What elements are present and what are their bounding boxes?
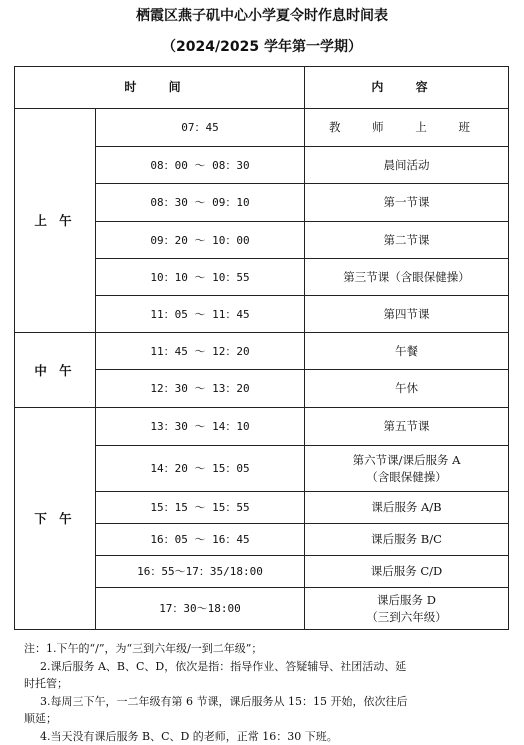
time-cell: 07：45 bbox=[96, 109, 305, 147]
period-afternoon: 下 午 bbox=[15, 408, 96, 630]
time-cell: 08：00 ～ 08：30 bbox=[96, 147, 305, 184]
time-cell: 14：20 ～ 15：05 bbox=[96, 446, 305, 492]
note-3: 3.每周三下午，一二年级有第 6 节课，课后服务从 15：15 开始，依次往后 bbox=[24, 693, 494, 711]
content-cell: 第一节课 bbox=[305, 184, 509, 222]
time-cell: 08：30 ～ 09：10 bbox=[96, 184, 305, 222]
content-cell: 第五节课 bbox=[305, 408, 509, 446]
content-cell bbox=[305, 588, 509, 630]
time-cell: 17：30～18:00 bbox=[96, 588, 305, 630]
content-cell: 午餐 bbox=[305, 333, 509, 370]
note-4: 4.当天没有课后服务 B、C、D 的老师，正常 16：30 下班。 bbox=[24, 728, 494, 745]
content-cell: 课后服务 B/C bbox=[305, 524, 509, 556]
table-row bbox=[15, 109, 509, 147]
time-cell: 12：30 ～ 13：20 bbox=[96, 370, 305, 408]
table-header-row bbox=[15, 67, 509, 109]
note-2-continued: 时托管； bbox=[24, 675, 494, 693]
header-content: 内 容 bbox=[305, 67, 509, 109]
time-cell: 16：55～17：35/18:00 bbox=[96, 556, 305, 588]
content-line: （三到六年级） bbox=[305, 609, 508, 626]
content-cell: 教 师 上 班 bbox=[305, 109, 509, 147]
header-time: 时 间 bbox=[15, 67, 305, 109]
notes-section bbox=[24, 640, 494, 745]
document-title: 栖霞区燕子矶中心小学夏令时作息时间表 bbox=[0, 7, 524, 25]
table-row bbox=[15, 333, 509, 370]
time-cell: 11：45 ～ 12：20 bbox=[96, 333, 305, 370]
period-morning: 上 午 bbox=[15, 109, 96, 333]
time-cell: 09：20 ～ 10：00 bbox=[96, 222, 305, 259]
note-2: 2.课后服务 A、B、C、D，依次是指：指导作业、答疑辅导、社团活动、延 bbox=[24, 658, 494, 676]
content-line: 课后服务 D bbox=[305, 592, 508, 609]
content-cell: 课后服务 A/B bbox=[305, 492, 509, 524]
period-noon: 中 午 bbox=[15, 333, 96, 408]
content-cell: 第二节课 bbox=[305, 222, 509, 259]
content-cell: 第四节课 bbox=[305, 296, 509, 333]
time-cell: 10：10 ～ 10：55 bbox=[96, 259, 305, 296]
note-3-continued: 顺延； bbox=[24, 710, 494, 728]
document-subtitle: （2024/2025 学年第一学期） bbox=[0, 38, 524, 56]
content-cell bbox=[305, 446, 509, 492]
time-cell: 11：05 ～ 11：45 bbox=[96, 296, 305, 333]
schedule-table bbox=[14, 66, 509, 630]
note-1: 注：1.下午的“/”，为“三到六年级/一到二年级”； bbox=[24, 640, 494, 658]
table-row bbox=[15, 408, 509, 446]
content-cell: 课后服务 C/D bbox=[305, 556, 509, 588]
content-line: （含眼保健操） bbox=[305, 469, 508, 486]
content-line: 第六节课/课后服务 A bbox=[305, 452, 508, 469]
content-cell: 第三节课（含眼保健操） bbox=[305, 259, 509, 296]
time-cell: 13：30 ～ 14：10 bbox=[96, 408, 305, 446]
content-cell: 午休 bbox=[305, 370, 509, 408]
content-cell: 晨间活动 bbox=[305, 147, 509, 184]
time-cell: 16：05 ～ 16：45 bbox=[96, 524, 305, 556]
time-cell: 15：15 ～ 15：55 bbox=[96, 492, 305, 524]
